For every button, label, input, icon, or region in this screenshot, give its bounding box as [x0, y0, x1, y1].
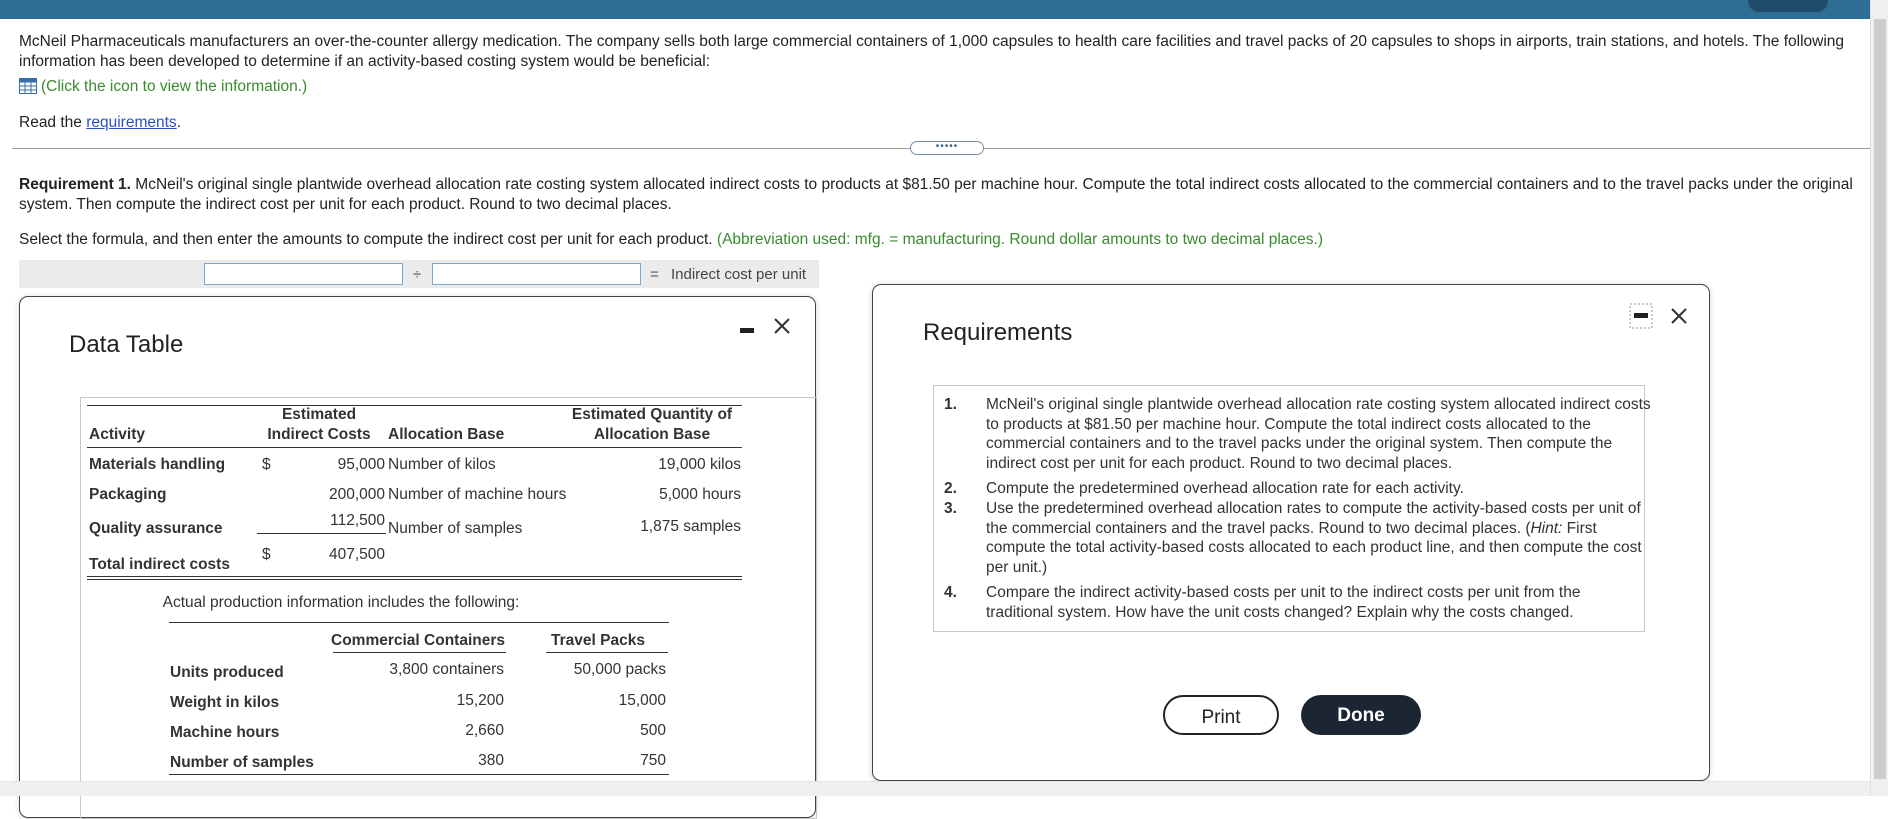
header-qty-1: Estimated Quantity of	[571, 406, 733, 423]
data-table-title: Data Table	[69, 331, 184, 358]
formula-numerator-input[interactable]	[204, 263, 403, 285]
row-activity: Materials handling	[89, 456, 226, 473]
table-grid-icon[interactable]	[19, 78, 37, 94]
header-activity: Activity	[89, 426, 145, 443]
equals-sign: =	[650, 266, 659, 283]
data-table-dialog	[19, 296, 816, 818]
prod-label: Machine hours	[170, 724, 280, 741]
divider-expand-handle[interactable]: •••••	[910, 141, 984, 155]
minimize-icon[interactable]	[739, 327, 755, 335]
done-button[interactable]: Done	[1301, 695, 1421, 735]
prod-commercial: 380	[478, 752, 504, 769]
row-base: Number of machine hours	[388, 486, 567, 503]
header-allocation-base: Allocation Base	[388, 426, 505, 443]
row-base: Number of samples	[388, 520, 523, 537]
prod-label: Number of samples	[170, 754, 314, 771]
row-dollar: $	[262, 456, 271, 473]
total-cost: 407,500	[328, 546, 385, 563]
print-button[interactable]: Print	[1163, 695, 1279, 735]
row-cost: 112,500	[330, 512, 385, 529]
formula-denominator-input[interactable]	[432, 263, 641, 285]
horizontal-scroll-track[interactable]	[0, 781, 1871, 796]
header-travel: Travel Packs	[551, 632, 645, 649]
prod-label: Units produced	[170, 664, 284, 681]
close-icon[interactable]	[1668, 305, 1690, 327]
prod-travel: 750	[640, 752, 666, 769]
prod-commercial: 2,660	[465, 722, 504, 739]
requirements-dialog	[872, 284, 1710, 781]
minimize-icon[interactable]	[1629, 303, 1653, 329]
prod-travel: 50,000 packs	[573, 661, 666, 678]
info-link[interactable]	[19, 77, 307, 97]
row-qty: 5,000 hours	[659, 486, 741, 503]
close-icon[interactable]	[771, 315, 793, 337]
read-requirements: Read the requirements.	[19, 114, 181, 131]
row-activity: Quality assurance	[89, 520, 223, 537]
row-activity: Packaging	[89, 486, 167, 503]
prod-label: Weight in kilos	[170, 694, 280, 711]
requirement-1-text: Requirement 1. McNeil's original single plantwide overhead allocation rate costing system allocated indirect costs to products at $81.50 per machine hour. Compute the total indirect costs allocated to the commercial containers and to the travel packs under the original system. Then compute the indirect cost per unit for each product. Round to two decimal places.	[19, 176, 1853, 213]
click-icon-text[interactable]: (Click the icon to view the information.)	[41, 78, 308, 95]
intro-text: McNeil Pharmaceuticals manufacturers an over-the-counter allergy medication. The company sells both large commercial containers of 1,000 capsules to health care facilities and travel packs of 20 capsules to shops in airports, train stations, and hotels. The following information has been developed to determine if an activity-based costing system would be beneficial:	[19, 33, 1845, 70]
total-dollar: $	[262, 546, 271, 563]
header-estimated: Estimated	[281, 406, 357, 423]
total-label: Total indirect costs	[89, 556, 230, 573]
header-qty-2: Allocation Base	[593, 426, 711, 443]
prod-travel: 15,000	[618, 692, 666, 709]
header-indirect-costs: Indirect Costs	[267, 426, 371, 443]
row-base: Number of kilos	[388, 456, 496, 473]
row-qty: 1,875 samples	[640, 518, 741, 535]
top-bar	[0, 0, 1888, 19]
problem-intro	[19, 32, 1869, 72]
row-qty: 19,000 kilos	[658, 456, 741, 473]
requirements-link[interactable]: requirements	[86, 114, 177, 131]
row-cost: 200,000	[328, 486, 385, 503]
formula-result-label: Indirect cost per unit	[671, 266, 807, 283]
instruction-text: Select the formula, and then enter the amounts to compute the indirect cost per unit for each product. (Abbreviation used: mfg. = manufacturing. Round dollar amounts to two decimal places.)	[19, 231, 1324, 248]
prod-commercial: 3,800 containers	[389, 661, 504, 678]
prod-travel: 500	[640, 722, 666, 739]
requirements-list: 1. McNeil's original single plantwide overhead allocation rate costing system allocated indirect costs to products at $81.50 per machine hour. Compute the total indirect costs allocated to the commercial containers and to the travel packs under the original system. Then compute the indirect cost per unit for each product. Round to two decimal places. 2. Compute the predetermined overhead allocation rate for each activity. 3. Use the predetermined overhead allocation rates to compute the activity-based costs per unit of the commercial containers and the travel packs. Round to two decimal places. (Hint: First compute the total activity-based costs allocated to each product line, and then compute the cost per unit.) 4. Compare the indirect activity-based costs per unit to the indirect costs per unit from the traditional system. How have the unit costs changed? Explain why the costs changed.	[933, 385, 1645, 632]
top-bar-button[interactable]	[1748, 0, 1828, 12]
row-cost: 95,000	[337, 456, 385, 473]
data-table	[80, 397, 817, 819]
actual-production-caption: Actual production information includes the following:	[162, 594, 520, 611]
divide-sign: ÷	[413, 266, 422, 283]
requirements-title: Requirements	[923, 319, 1073, 346]
vertical-scrollbar[interactable]	[1870, 0, 1888, 796]
vertical-scroll-thumb[interactable]	[1874, 19, 1886, 779]
header-commercial: Commercial Containers	[331, 632, 505, 649]
prod-commercial: 15,200	[456, 692, 504, 709]
